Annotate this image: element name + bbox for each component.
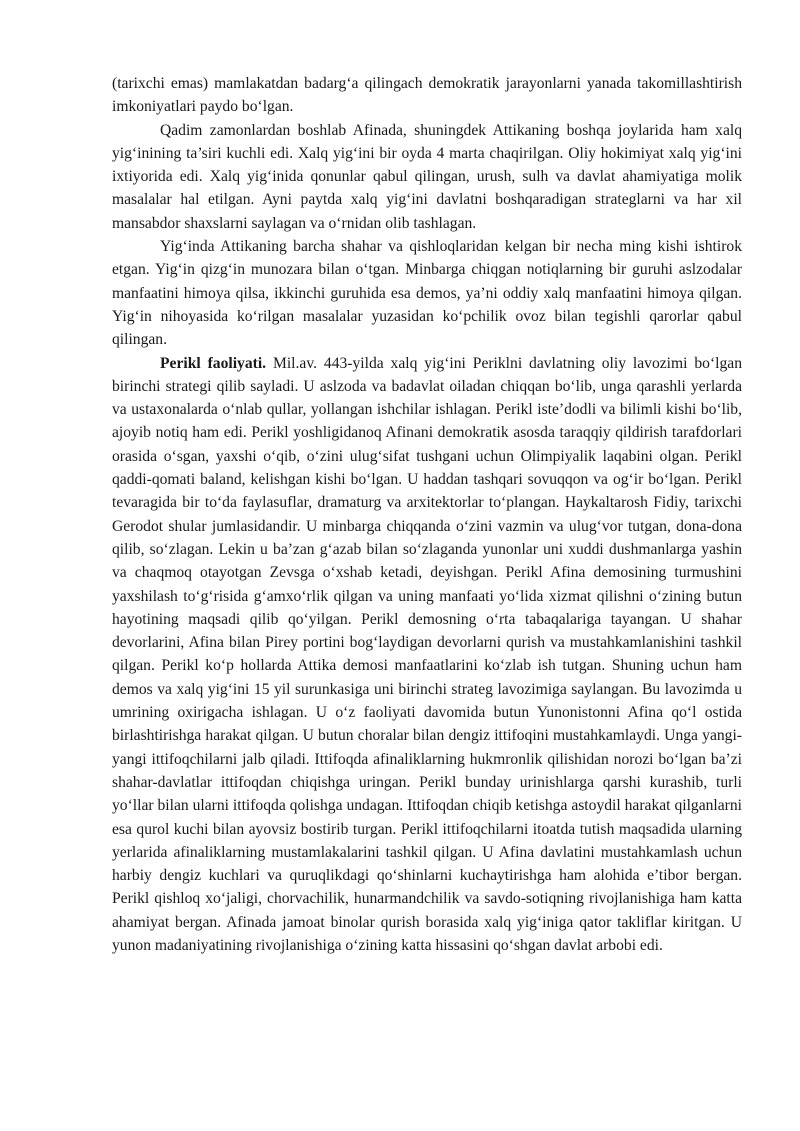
document-page [112, 72, 742, 957]
paragraph-yiginda: Yig‘inda Attikaning barcha shahar va qishloqlaridan kelgan bir necha ming kishi ishtirok etgan. Yig‘in qizg‘in munozara bilan o‘tgan. Minbarga chiqgan notiqlarning bir guruhi aslzodalar manfaatini himoya qilsa, ikkinchi guruhida esa demos, ya’ni oddiy xalq manfaatini himoya qilgan. Yig‘in nihoyasida ko‘rilgan masalalar yuzasidan ko‘pchilik ovoz bilan tegishli qarorlar qabul qilingan. [112, 238, 742, 349]
paragraph-perikl-body: Mil.av. 443-yilda xalq yig‘ini Periklni davlatning oliy lavozimi bo‘lgan birinchi strategi qilib sayladi. U aslzoda va badavlat oiladan chiqqan bo‘lib, unga qarashli yerlarda va ustaxonalarda o‘nlab qullar, yollangan ishchilar ishlagan. Perikl iste’dodli va bilimli kishi bo‘lib, ajoyib notiq ham edi. Perikl yoshligidanoq Afinani demokratik asosda taraqqiy qildirish tarafdorlari orasida o‘sgan, yaxshi o‘qib, o‘zini ulug‘sifat tushgani uchun Olimpiyalik laqabini olgan. Perikl qaddi-qomati baland, kelishgan kishi bo‘lgan. U haddan tashqari sovuqqon va og‘ir bo‘lgan. Perikl tevaragida bir to‘da faylasuflar, dramaturg va arxitektorlar to‘plangan. Haykaltarosh Fidiy, tarixchi Gerodot shular jumlasidandir. U minbarga chiqqanda o‘zini vazmin va ulug‘vor tutgan, dona-dona qilib, so‘zlagan. Lekin u ba’zan g‘azab bilan so‘zlaganda yunonlar uni xuddi dushmanlarga yashin va chaqmoq otayotgan Zevsga o‘xshab ketadi, deyishgan. Perikl Afina demosining turmushini yaxshilash to‘g‘risida g‘amxo‘rlik qilgan va uning manfaati yo‘lida xizmat qilishni o‘zining butun hayotining maqsadi qilib qo‘yilgan. Perikl demosning o‘rta tabaqalariga tayangan. U shahar devorlarini, Afina bilan Pirey portini bog‘laydigan devorlarni qurish va mustahkamlanishini tashkil qilgan. Perikl ko‘p hollarda Attika demosi manfaatlarini ko‘zlab ish tutgan. Shuning uchun ham demos va xalq yig‘ini 15 yil surunkasiga uni birinchi strateg lavozimiga saylangan. Bu lavozimda u umrining oxirigacha ishlagan. U o‘z faoliyati davomida butun Yunonistonni Afina qo‘l ostida birlashtirishga harakat qilgan. U butun choralar bilan dengiz ittifoqini mustahkamlaydi. Unga yangi-yangi ittifoqchilarni jalb qiladi. Ittifoqda afinaliklarning hukmronlik qilishidan norozi bo‘lgan ba’zi shahar-davlatlar ittifoqdan chiqishga uringan. Perikl bunday urinishlarga qarshi kurashib, turli yo‘llar bilan ularni ittifoqda qolishga undagan. Ittifoqdan chiqib ketishga astoydil harakat qilganlarni esa qurol kuchi bilan ayovsiz bostirib turgan. Perikl ittifoqchilarni itoatda tutish maqsadida ularning yerlarida afinaliklarning mustamlakalarini tashkil qilgan. U Afina davlatini mustahkamlash uchun harbiy dengiz kuchlari va quruqlikdagi qo‘shinlarni kuchaytirishga ham alohida e’tibor bergan. Perikl qishloq xo‘jaligi, chorvachilik, hunarmandchilik va savdo-sotiqning rivojlanishiga ham katta ahamiyat bergan. Afinada jamoat binolar qurish borasida xalq yig‘iniga qator takliflar kiritgan. U yunon madaniyatining rivojlanishiga o‘zining katta hissasini qo‘shgan davlat arbobi edi. [112, 354, 743, 954]
paragraph-continuation: (tarixchi emas) mamlakatdan badarg‘a qilingach demokratik jarayonlarni yanada takomillashtirish imkoniyatlari paydo bo‘lgan. [112, 75, 742, 116]
paragraph-perikl [112, 352, 742, 958]
section-heading: Perikl faoliyati. [160, 354, 267, 372]
paragraph-xalq-yigini: Qadim zamonlardan boshlab Afinada, shuningdek Attikaning boshqa joylarida ham xalq yig‘inining ta’siri kuchli edi. Xalq yig‘ini bir oyda 4 marta chaqirilgan. Oliy hokimiyat xalq yig‘ini ixtiyorida edi. Xalq yig‘inida qonunlar qabul qilingan, urush, sulh va davlat ahamiyatiga molik masalalar hal etilgan. Ayni paytda xalq yig‘ini davlatni boshqaradigan strateglarni va har xil mansabdor shaxslarni saylagan va o‘rnidan olib tashlagan. [112, 121, 742, 232]
